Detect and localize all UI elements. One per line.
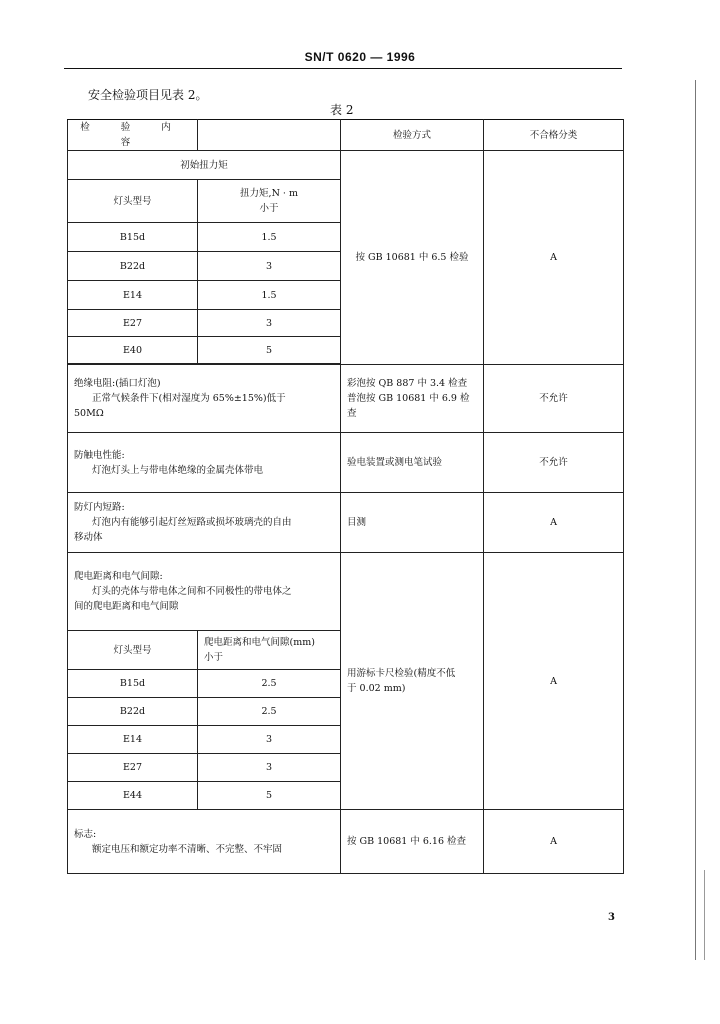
document-code-header: SN/T 0620 — 1996	[304, 50, 416, 64]
intro-text: 安全检验项目见表 2。	[88, 88, 208, 102]
creepage-type: E27	[68, 754, 198, 782]
creepage-type: B15d	[68, 670, 198, 698]
torque-title: 初始扭力矩	[68, 151, 341, 180]
insulation-desc-line1: 正常气候条件下(相对湿度为 65%±15%)低于	[92, 393, 286, 405]
creepage-value: 3	[198, 726, 341, 754]
short-class: A	[484, 493, 624, 553]
marking-row	[68, 810, 624, 874]
insulation-row	[68, 365, 624, 433]
short-row	[68, 493, 624, 553]
marking-class: A	[484, 810, 624, 874]
page-number: 3	[608, 912, 615, 923]
short-title: 防灯内短路:	[74, 502, 125, 514]
torque-col-value	[198, 180, 341, 223]
creepage-type: E44	[68, 782, 198, 810]
torque-col-type: 灯头型号	[68, 180, 198, 223]
creepage-value: 2.5	[198, 698, 341, 726]
creepage-class: A	[484, 553, 624, 810]
marking-method: 按 GB 10681 中 6.16 检查	[341, 810, 484, 874]
creepage-col-type: 灯头型号	[68, 631, 198, 670]
col-header-class: 不合格分类	[484, 120, 624, 151]
torque-type: B22d	[68, 252, 198, 281]
creepage-method	[341, 553, 484, 810]
shock-row	[68, 433, 624, 493]
creepage-content	[68, 553, 341, 631]
creepage-desc-line2: 间的爬电距离和电气间隙	[74, 601, 179, 613]
binding-margin-line	[695, 80, 696, 960]
marking-title: 标志:	[74, 828, 97, 840]
creepage-title-row	[68, 553, 624, 631]
short-content	[68, 493, 341, 553]
torque-type: B15d	[68, 223, 198, 252]
creepage-value: 5	[198, 782, 341, 810]
short-desc-line1: 灯泡内有能够引起灯丝短路或损坏玻璃壳的自由	[92, 517, 292, 529]
torque-value: 3	[198, 310, 341, 337]
insulation-method-line2: 普泡按 GB 10681 中 6.9 检	[347, 393, 470, 405]
shock-class: 不允许	[484, 433, 624, 493]
torque-type: E14	[68, 281, 198, 310]
torque-title-row	[68, 151, 624, 180]
col-header-method: 检验方式	[341, 120, 484, 151]
creepage-method-line1: 用游标卡尺检验(精度不低	[347, 668, 456, 680]
header-rule	[64, 68, 622, 69]
safety-inspection-table	[67, 119, 624, 874]
insulation-method-line3: 查	[347, 408, 357, 420]
marking-desc: 额定电压和额定功率不清晰、不完整、不牢固	[92, 843, 283, 855]
insulation-content	[68, 365, 341, 433]
binding-margin-line-lower	[704, 870, 705, 960]
creepage-col-value-line2: 小于	[204, 652, 224, 664]
short-method: 目测	[341, 493, 484, 553]
torque-class: A	[484, 151, 624, 365]
torque-col-value-line2: 小于	[259, 203, 279, 215]
creepage-value: 3	[198, 754, 341, 782]
creepage-title: 爬电距离和电气间隙:	[74, 571, 163, 583]
col-header-content: 检 验 内 容	[68, 120, 198, 151]
torque-type: E27	[68, 310, 198, 337]
torque-value: 1.5	[198, 281, 341, 310]
torque-value: 1.5	[198, 223, 341, 252]
insulation-title: 绝缘电阻:(插口灯泡)	[74, 378, 161, 390]
shock-method: 验电装置或测电笔试验	[341, 433, 484, 493]
creepage-col-value	[198, 631, 341, 670]
insulation-desc-line2: 50MΩ	[74, 408, 104, 420]
creepage-col-value-line1: 爬电距离和电气间隙(mm)	[204, 637, 315, 649]
creepage-type: E14	[68, 726, 198, 754]
table-header-row	[68, 120, 624, 151]
insulation-class: 不允许	[484, 365, 624, 433]
insulation-method-line1: 彩泡按 QB 887 中 3.4 检查	[347, 378, 468, 390]
torque-value: 5	[198, 337, 341, 364]
shock-title: 防触电性能:	[74, 449, 125, 461]
marking-content	[68, 810, 341, 874]
torque-value: 3	[198, 252, 341, 281]
torque-type: E40	[68, 337, 198, 364]
creepage-method-line2: 于 0.02 mm)	[347, 683, 406, 695]
table-caption: 表 2	[330, 103, 354, 117]
shock-desc: 灯泡灯头上与带电体绝缘的金属壳体带电	[92, 464, 264, 476]
short-desc-line2: 移动体	[74, 532, 103, 544]
col-header-empty	[198, 120, 341, 151]
creepage-desc-line1: 灯头的壳体与带电体之间和不同极性的带电体之	[92, 586, 292, 598]
creepage-type: B22d	[68, 698, 198, 726]
torque-method: 按 GB 10681 中 6.5 检验	[341, 151, 484, 365]
insulation-method	[341, 365, 484, 433]
shock-content	[68, 433, 341, 493]
torque-col-value-line1: 扭力矩,N · m	[240, 188, 298, 200]
creepage-value: 2.5	[198, 670, 341, 698]
